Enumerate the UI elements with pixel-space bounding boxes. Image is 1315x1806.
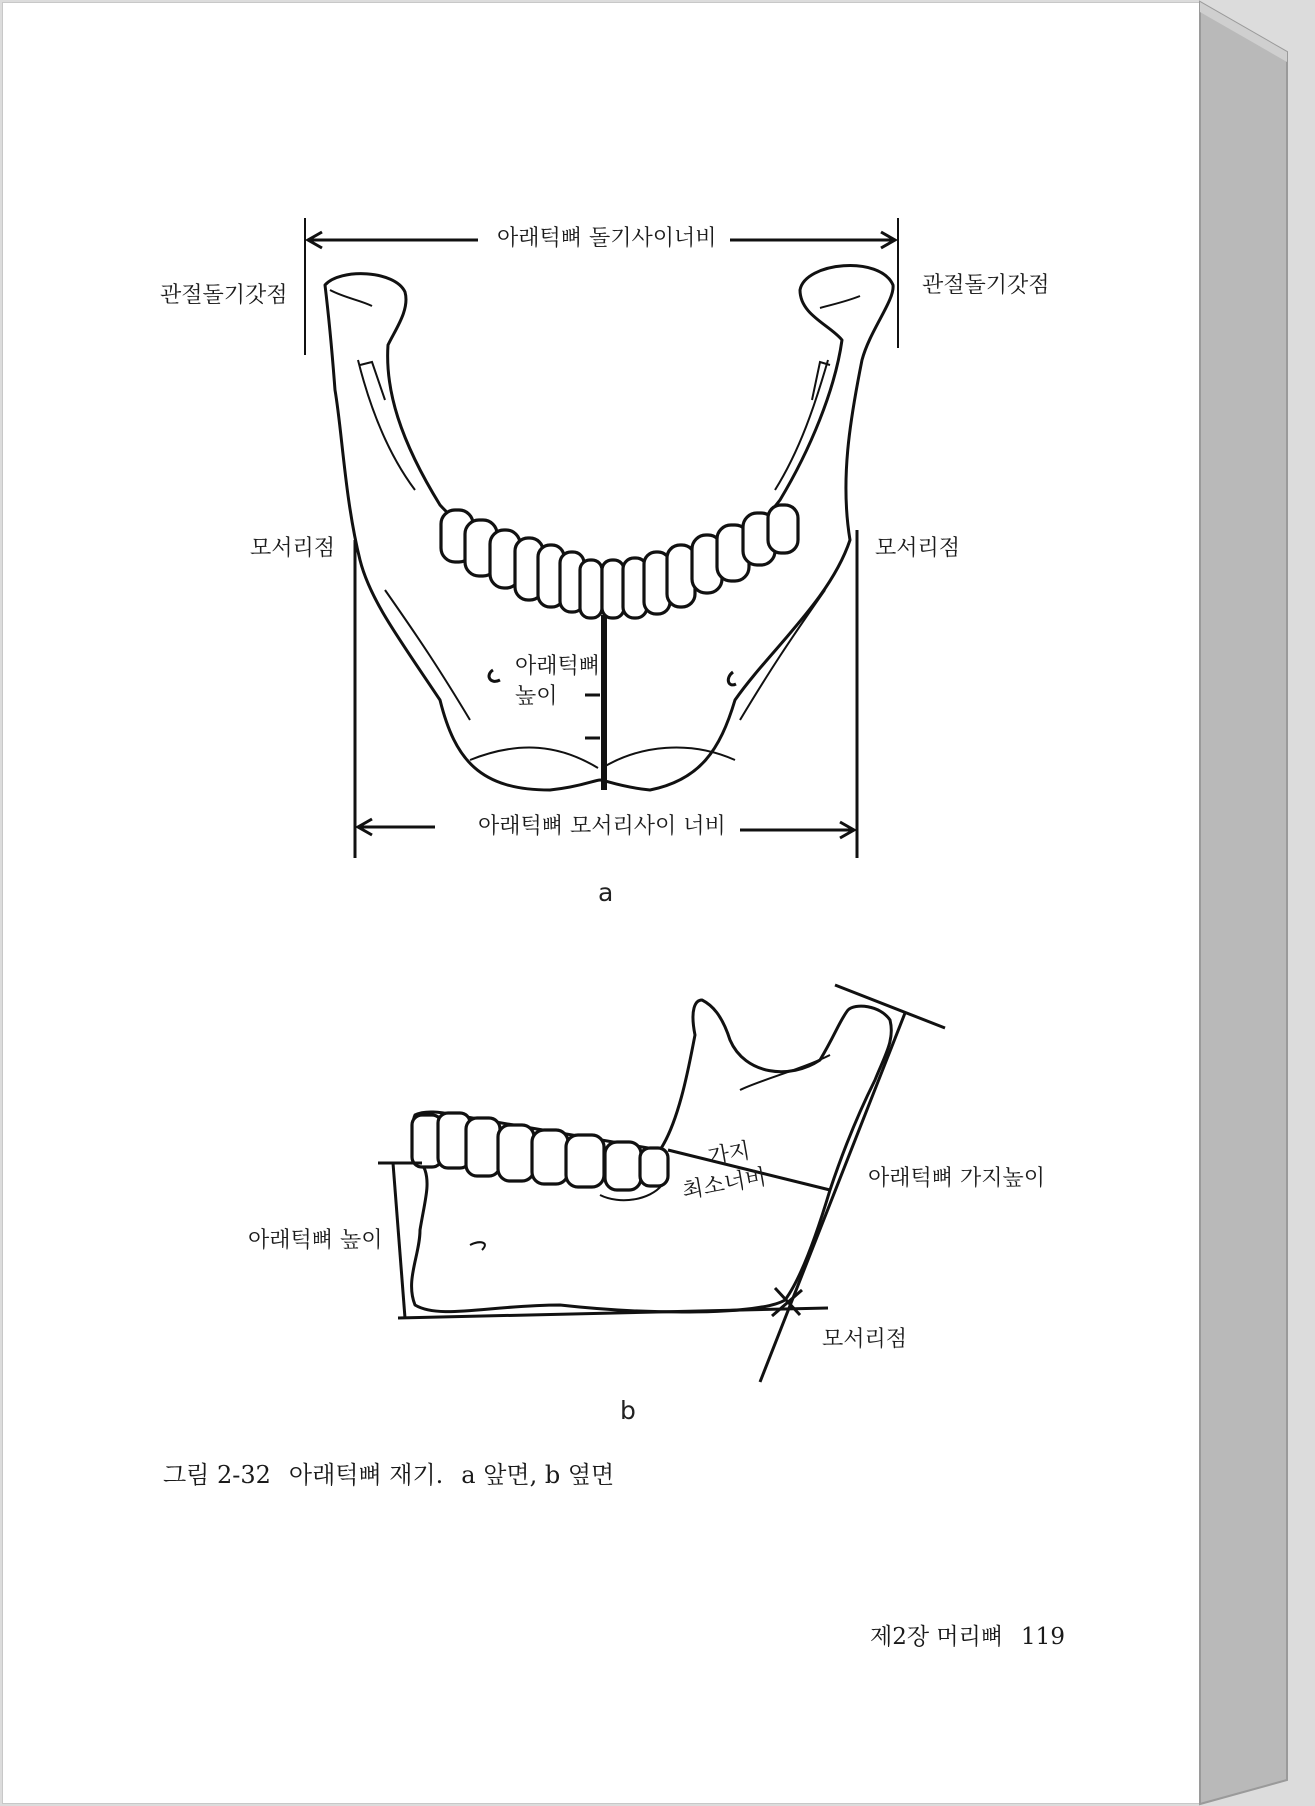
label-side-body-height: 아래턱뼈 높이 bbox=[248, 1228, 383, 1253]
label-condylion-left: 관절돌기갓점 bbox=[160, 283, 288, 308]
figure-caption bbox=[163, 1455, 632, 1490]
label-ramus-min-width-2: 최소너비 bbox=[680, 1164, 769, 1205]
caption-description: a 앞면, b 옆면 bbox=[461, 1461, 615, 1489]
label-gonion-side: 모서리점 bbox=[822, 1327, 908, 1352]
footer-chapter: 제2장 머리뼈 bbox=[870, 1624, 1004, 1650]
page-footer bbox=[870, 1618, 1065, 1651]
label-symphysis-height-2: 높이 bbox=[515, 684, 558, 709]
page-number: 119 bbox=[1021, 1624, 1065, 1650]
label-symphysis-height-1: 아래턱뼈 bbox=[515, 654, 601, 679]
label-bigonial-width: 아래턱뼈 모서리사이 너비 bbox=[478, 814, 726, 839]
caption-number: 그림 2-32 bbox=[163, 1461, 271, 1489]
label-ramus-height: 아래턱뼈 가지높이 bbox=[868, 1166, 1046, 1191]
caption-title: 아래턱뼈 재기. bbox=[288, 1461, 444, 1489]
label-ramus-min-width-1: 가지 bbox=[706, 1138, 753, 1171]
label-gonion-left: 모서리점 bbox=[250, 536, 336, 561]
label-condylion-right: 관절돌기갓점 bbox=[922, 273, 1050, 298]
figure-b-label: b bbox=[620, 1396, 636, 1425]
label-gonion-right: 모서리점 bbox=[875, 536, 961, 561]
label-bicondylar-width: 아래턱뼈 돌기사이너비 bbox=[497, 226, 717, 251]
figure-a-label: a bbox=[598, 878, 614, 907]
